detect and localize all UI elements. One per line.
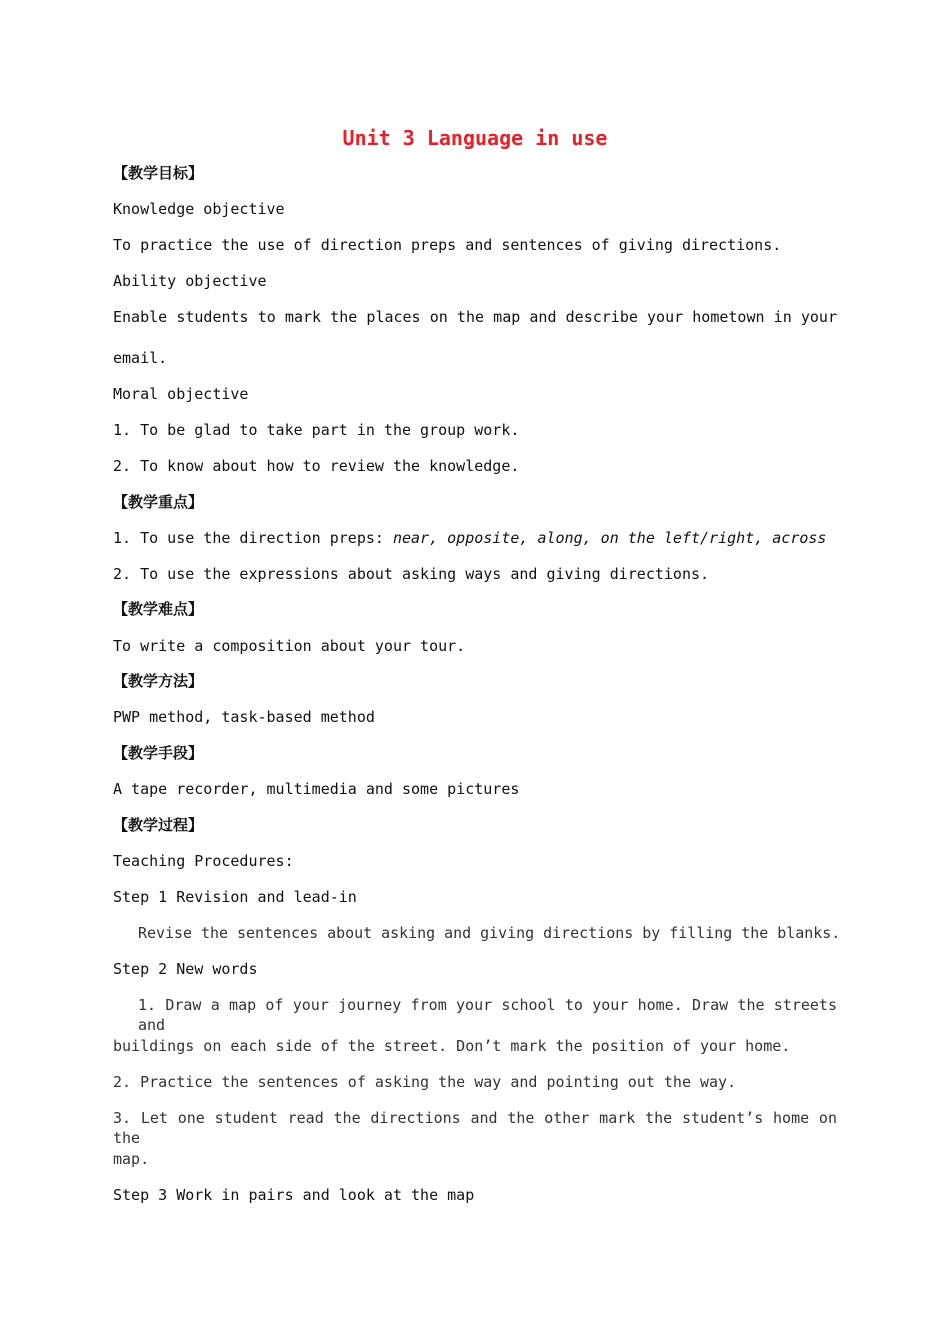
- step-2-item-3-line2: map.: [113, 1150, 150, 1168]
- key-points-heading: 【教学重点】: [113, 493, 204, 511]
- methods-text: PWP method, task-based method: [113, 708, 375, 726]
- objectives-heading: 【教学目标】: [113, 164, 204, 182]
- key-point-item-1-prefix: 1. To use the direction preps:: [113, 529, 393, 547]
- step-2-item-1-line2: buildings on each side of the street. Don’t mark the position of your home.: [113, 1037, 791, 1055]
- key-point-item-1: [113, 528, 826, 548]
- step-2-item-1-line1: 1. Draw a map of your journey from your school to your home. Draw the streets and: [138, 996, 837, 1034]
- step-2-item-2: 2. Practice the sentences of asking the way and pointing out the way.: [113, 1073, 737, 1091]
- moral-objective-item-2: 2. To know about how to review the knowledge.: [113, 457, 520, 475]
- aids-heading: 【教学手段】: [113, 744, 204, 762]
- step-1-text: Revise the sentences about asking and giving directions by filling the blanks.: [138, 924, 841, 942]
- ability-objective-text-line2: email.: [113, 349, 168, 367]
- step-1-title: Step 1 Revision and lead-in: [113, 888, 357, 906]
- key-point-item-2: 2. To use the expressions about asking ways and giving directions.: [113, 565, 710, 583]
- step-3-title: Step 3 Work in pairs and look at the map: [113, 1186, 475, 1204]
- document-title: Unit 3 Language in use: [342, 126, 608, 150]
- teaching-procedures-label: Teaching Procedures:: [113, 852, 294, 870]
- step-2-item-3-line1: 3. Let one student read the directions and the other mark the student’s home on the: [113, 1109, 837, 1147]
- ability-objective-text-line1: Enable students to mark the places on the map and describe your hometown in your: [113, 308, 837, 326]
- moral-objective-label: Moral objective: [113, 385, 249, 403]
- moral-objective-item-1: 1. To be glad to take part in the group work.: [113, 421, 520, 439]
- aids-text: A tape recorder, multimedia and some pictures: [113, 780, 520, 798]
- ability-objective-label: Ability objective: [113, 272, 267, 290]
- difficulties-heading: 【教学难点】: [113, 600, 204, 618]
- methods-heading: 【教学方法】: [113, 672, 204, 690]
- direction-preps-list: near, opposite, along, on the left/right, across: [392, 529, 827, 547]
- difficulties-text: To write a composition about your tour.: [113, 637, 466, 655]
- knowledge-objective-label: Knowledge objective: [113, 200, 285, 218]
- process-heading: 【教学过程】: [113, 816, 204, 834]
- step-2-title: Step 2 New words: [113, 960, 258, 978]
- knowledge-objective-text: To practice the use of direction preps and sentences of giving directions.: [113, 236, 782, 254]
